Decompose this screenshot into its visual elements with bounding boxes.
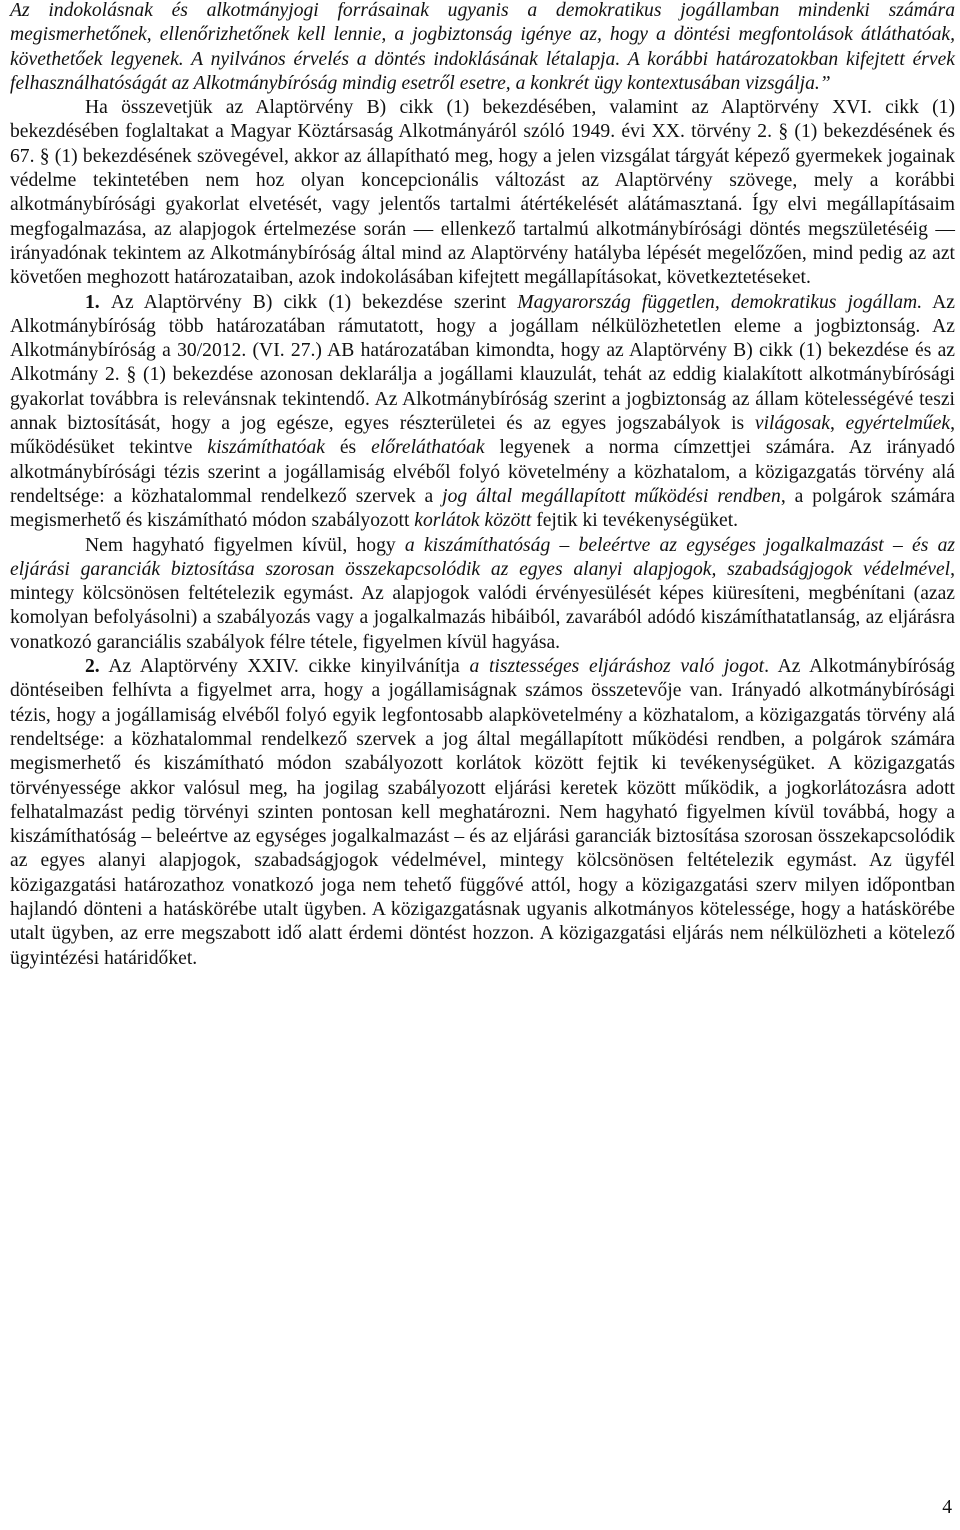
section-1b-emphasis: a kiszámíthatóság – beleértve az egységes jogalkalmazást – és az eljárási garanciák biztosítása szorosan összekapcsolódik az egyes alanyi alapjogok, szabadságjogok védelmével [10, 534, 956, 580]
section-1-emphasis: kiszámíthatóak [207, 437, 325, 459]
section-1-emphasis: jog által megállapított működési rendben [442, 485, 781, 507]
quoted-text: Az indokolásnak és alkotmányjogi forrásainak ugyanis a demokratikus jogállamban mindenki számára megismerhetőnek, ellenőrizhetőnek kell lennie, a jogbiztonság igénye az, hogy a döntési megfontolások átláthatóak, követhetőek legyenek. A nyilvános érvelés a döntés indoklásának létalapja. A korábbi határozatokban kifejtett érvek felhasználhatóságát az Alkotmánybíróság mindig esetről esetre, a konkrét ügy kontextusában vizsgálja.” [10, 0, 955, 94]
page-number: 4 [942, 1497, 952, 1518]
section-1b-text: , mintegy kölcsönösen feltételezik egymást. Az alapjogok valódi érvényesülését képes kiüresíteni, megbénítani (azaz komolyan befolyásolni) a szabályozás vagy a jogalkalmazás hibáiból, zavarából adódó kiszámíthatatlanság, az eljárásra vonatkozó garanciális szabályok félre tétele, figyelmen kívül hagyása. [10, 558, 955, 653]
quoted-paragraph [10, 0, 955, 96]
paragraph-section-1 [10, 291, 955, 534]
section-1-text: , működésüket tekintve [10, 413, 956, 459]
section-number-2: 2. [85, 656, 100, 678]
section-1-emphasis: világosak [754, 413, 830, 435]
section-1-text: , a polgárok számára megismerhető és kiszámítható módon szabályozott [10, 485, 956, 532]
section-1-text: és [324, 437, 372, 459]
document-page [10, 0, 955, 971]
section-1-text: legyenek a norma címzettjei számára. Az irányadó alkotmánybírósági tézis szerint a jogállamiság elvéből folyó követelmény a közhatalom, a közigazgatás törvény alá rendeltsége: a közhatalommal rendelkező szervek a [10, 437, 955, 507]
paragraph-section-1-continued [10, 534, 955, 655]
paragraph-section-2 [10, 655, 955, 971]
section-1-emphasis: egyértelműek [845, 413, 951, 435]
section-1-text: fejtik ki tevékenységüket. [531, 510, 739, 532]
section-1-emphasis: előreláthatóak [371, 437, 485, 459]
section-1-emphasis: Magyarország független, demokratikus jogállam. [517, 291, 923, 313]
section-2-text: Az Alaptörvény XXIV. cikke kinyilvánítja [99, 656, 470, 678]
section-2-text: . Az Alkotmánybíróság döntéseiben felhívta a figyelmet arra, hogy a jogállamiságnak számos összetevője van. Irányadó alkotmánybírósági tézis, hogy a jogállamiság elvéből folyó egyik legfontosabb alapkövetelmény a közhatalom, a közigazgatás törvény alá rendeltsége: a közhatalommal rendelkező szervek a jog által megállapított működési rendben, a polgárok számára megismerhető és kiszámítható módon szabályozott korlátok között fejtik ki tevékenységüket. A közigazgatás törvényessége akkor valósul meg, ha jogilag szabályozott eljárási keretek között működik, a jogkorlátozásra adott felhatalmazást pedig törvényi szinten pontosan kell meghatározni. Nem hagyható figyelmen kívül továbbá, hogy a kiszámíthatóság – beleértve az egységes jogalkalmazást – és az eljárási garanciák biztosítása szorosan összekapcsolódik az egyes alanyi alapjogok, szabadságjogok védelmével, mintegy kölcsönösen feltételezik egymást. Az ügyfél közigazgatási határozathoz vonatkozó joga nem tehető függővé attól, hogy a közigazgatási szerv milyen időpontban hajlandó dönteni a hatáskörébe utalt ügyben. A közigazgatásnak ugyanis alkotmányos kötelessége, hogy a hatáskörébe utalt ügyben, az erre megszabott idő alatt érdemi döntést hozzon. A közigazgatási eljárás nem nélkülözheti a kötelező ügyintézési határidőket. [10, 656, 955, 969]
section-2-emphasis: a tisztességes eljáráshoz való jogot [469, 656, 765, 678]
paragraph-intro-text: Ha összevetjük az Alaptörvény B) cikk (1) bekezdésében, valamint az Alaptörvény XVI. cikk (1) bekezdésében foglaltakat a Magyar Köztársaság Alkotmányáról szóló 1949. évi XX. törvény 2. § (1) bekezdésének és 67. § (1) bekezdésének szövegével, akkor az állapítható meg, hogy a jelen vizsgálat tárgyát képező gyermekek jogainak védelme tekintetében nem hoz olyan koncepcionális változást az Alaptörvény szövege, mely a korábbi alkotmánybírósági gyakorlat elvetését, vagy jelentős tartalmi átértékelését alátámasztaná. Így elvi megállapításaim megfogalmazása, az alapjogok értelmezése során — ellenkező tartalmú alkotmánybírósági döntés megszületéséig — irányadónak tekintem az Alkotmánybíróság által mind az Alaptörvény hatályba lépését megelőzően, mind pedig az azt követően meghozott határozataiban, azok indokolásában kifejtett megállapításokat, következtetéseket. [10, 97, 955, 289]
section-1-emphasis: korlátok között [414, 510, 532, 532]
section-1-text: , [830, 413, 846, 435]
section-1b-text: Nem hagyható figyelmen kívül, hogy [85, 534, 405, 556]
section-1-text: Az Alkotmánybíróság több határozatában rámutatott, hogy a jogállam nélkülözhetetlen eleme a jogbiztonság. Az Alkotmánybíróság a 30/2012. (VI. 27.) AB határozatában kimondta, hogy az Alaptörvény B) cikk (1) bekezdése és az Alkotmány 2. § (1) bekezdése azonosan deklarálja a jogállami klauzulát, tehát az eddig kialakított alkotmánybírósági gyakorlat továbbra is relevánsnak tekintendő. Az Alkotmánybíróság szerint a jogbiztonság az állam kötelességévé teszi annak biztosítását, hogy a jog egésze, egyes részterületei és az egyes jogszabályok is [10, 291, 955, 435]
section-1-text: Az Alaptörvény B) cikk (1) bekezdése szerint [110, 291, 518, 313]
paragraph-intro [10, 96, 955, 290]
section-number-1: 1. [85, 291, 100, 313]
